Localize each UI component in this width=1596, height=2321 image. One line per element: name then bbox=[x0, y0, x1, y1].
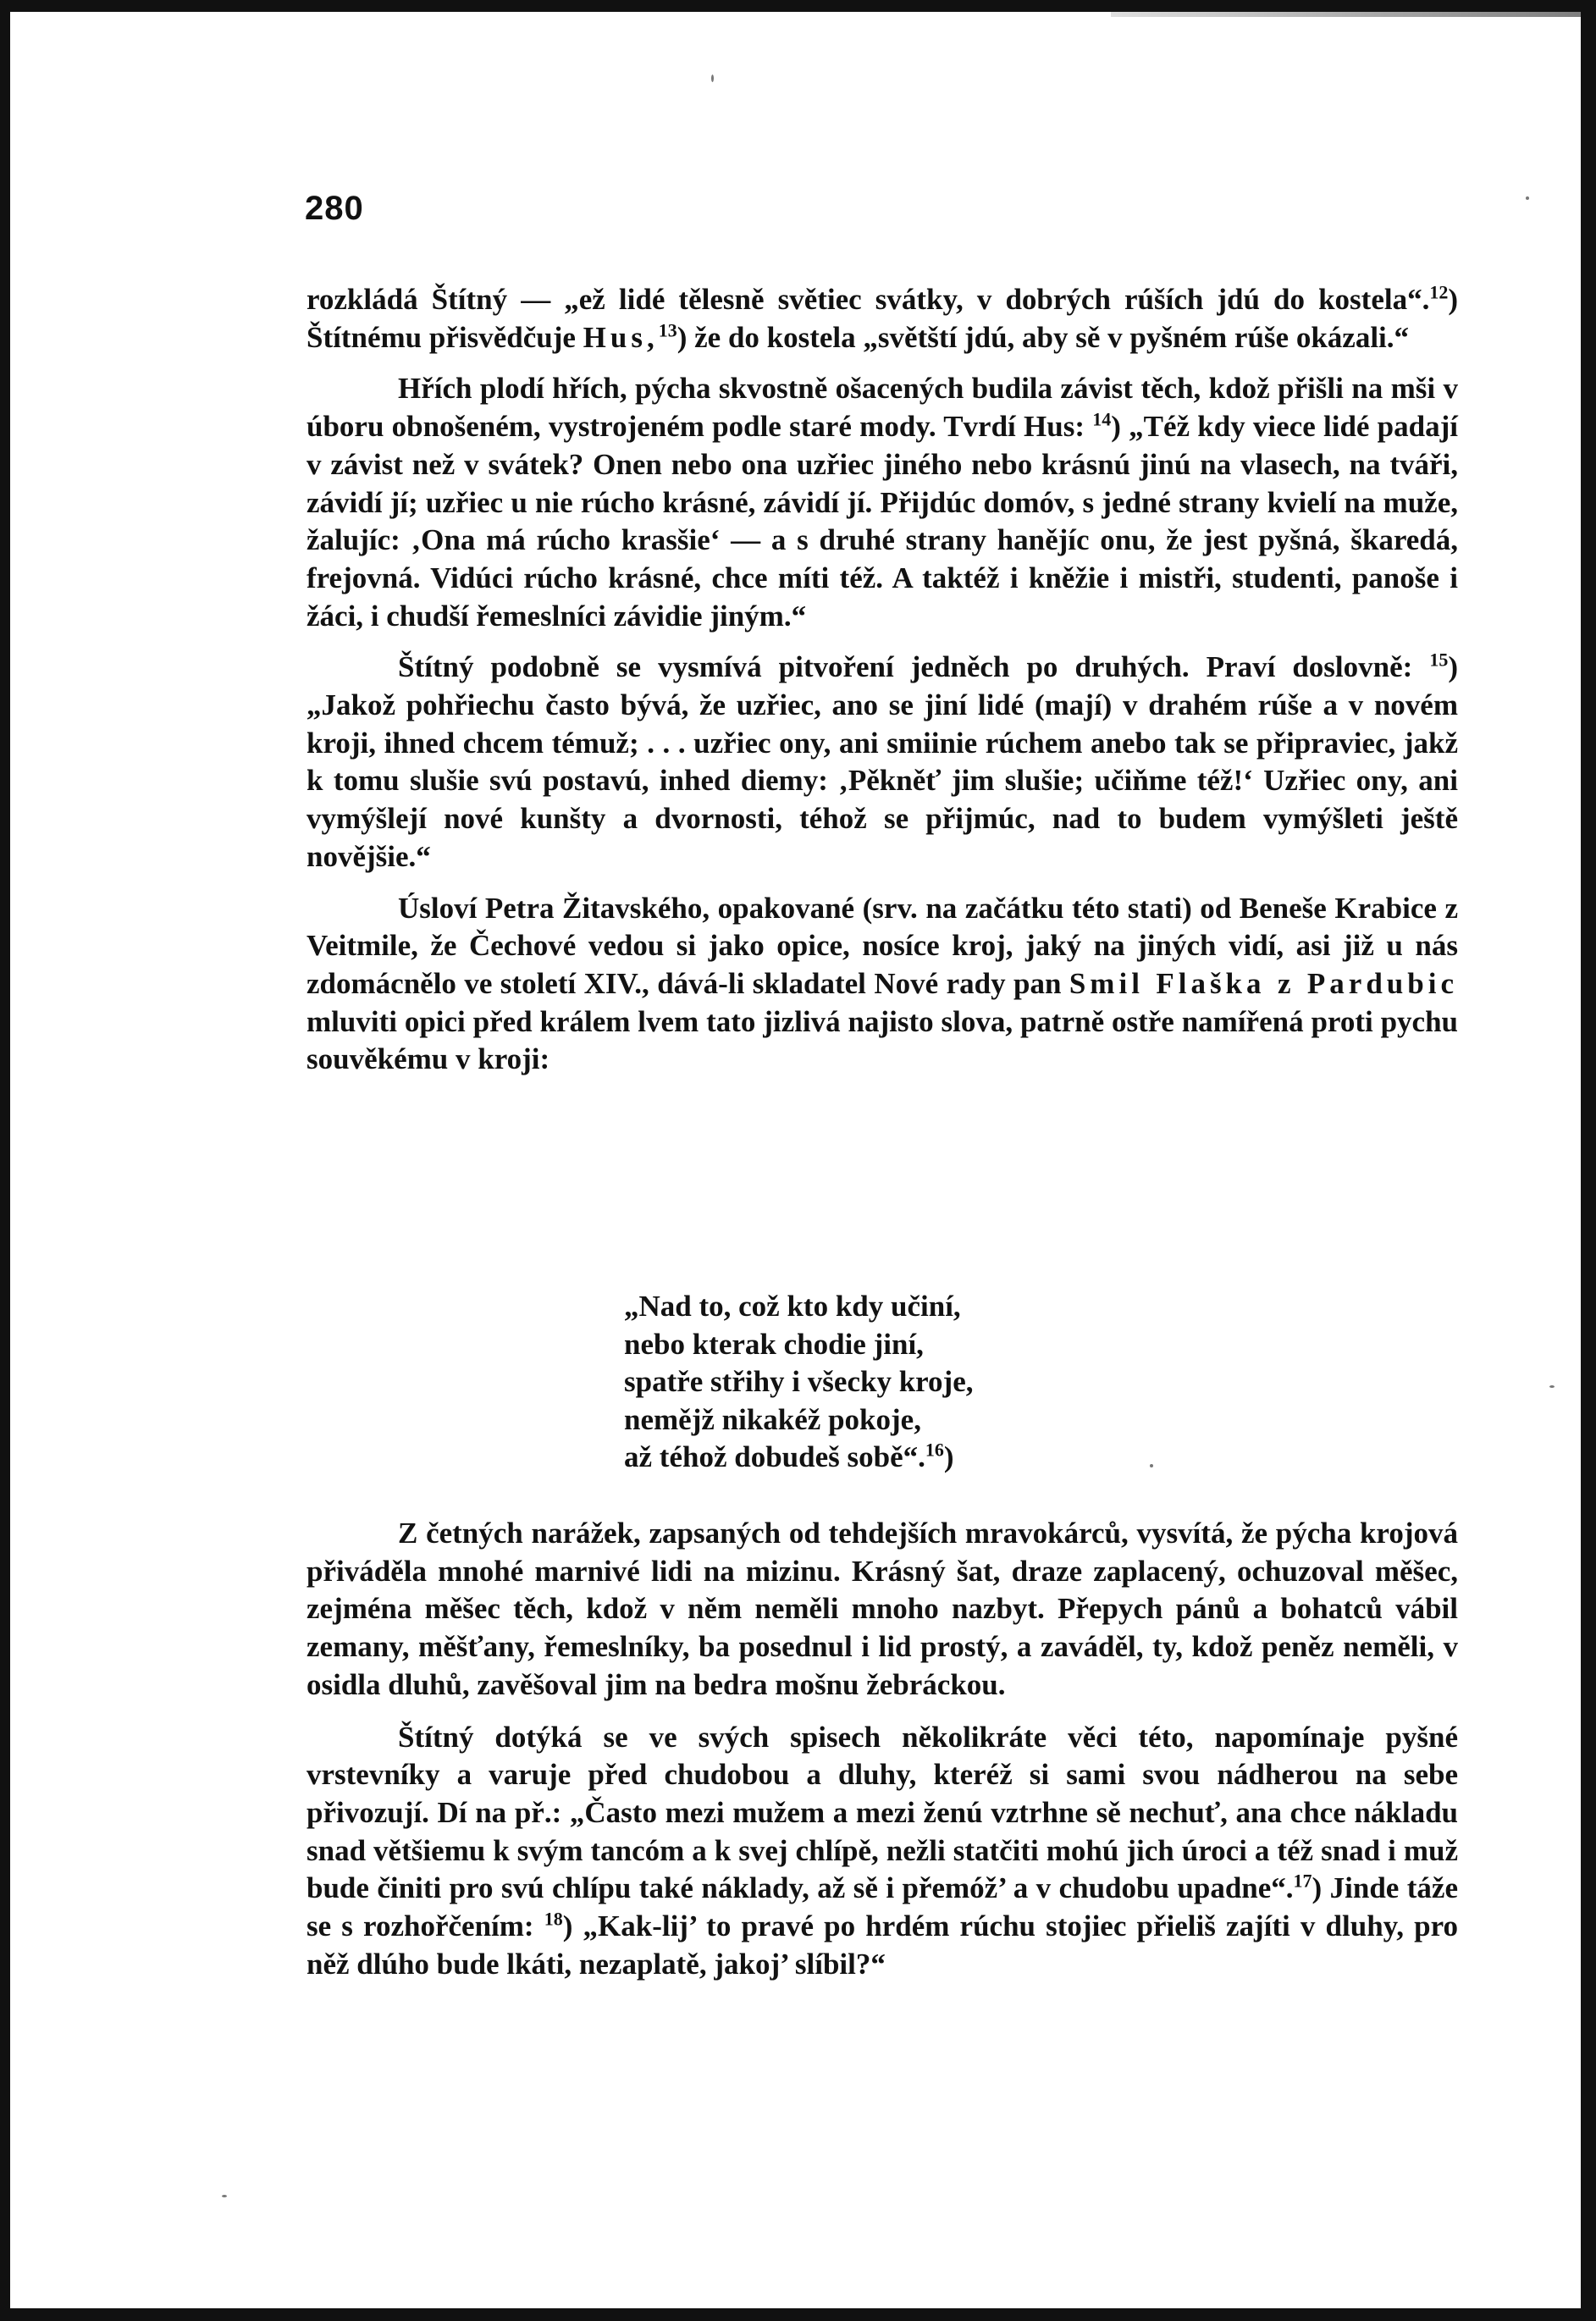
paragraph-3-text-2: ) „Jakož pohřiechu často bývá, že uzřiec, ano se jiní lidé (mají) v drahém rúše a v novém kroji, ihned chcem témuž; . . . uzřiec ony, ani smiinie rúchem anebo tak se připraviec, jakž k tomu slušie svú postavú, inhed diemy: ‚Pěkněť jim slušie; učiňme též!‘ Uzřiec ony, ani vymýšlejí nové kunšty a dvornosti, téhož se přijmúc, nad to budem vymýšleti ještě novějšie.“ bbox=[306, 650, 1458, 873]
footnote-ref-15: 15 bbox=[1429, 649, 1449, 671]
scan-speck bbox=[1526, 196, 1529, 200]
paragraph-1-text: rozkládá Štítný — „ež lidé tělesně světiec svátky, v dobrých rúších jdú do kostela“. bbox=[306, 283, 1430, 316]
paragraph-6-text-3: ) „Kak-lij’ to pravé po hrdém rúchu stojiec přieliš zajíti v dluhy, pro něž dlúho bude lkáti, nezaplatě, jakoj’ slíbil?“ bbox=[306, 1909, 1458, 1981]
paragraph-3-text: Štítný podobně se vysmívá pitvoření jedněch po druhých. Praví doslovně: bbox=[398, 650, 1430, 684]
paragraph-6-text: Štítný dotýká se ve svých spisech několikráte věci této, napomínaje pyšné vrstevníky a varuje před chudobou a dluhy, kteréž si sami svou nádherou na sebe přivozují. Dí na př.: „Často mezi mužem a mezi ženú vztrhne sě nechuť, ana chce nákladu snad většiemu k svým tancóm a k svej chlípě, nežli statčiti mohú jich úroci a též snad i muž bude činiti pro svú chlípu také náklady, až sě i přemóž’ a v chudobu upadne“. bbox=[306, 1720, 1458, 1905]
footnote-ref-16: 16 bbox=[925, 1439, 944, 1461]
scan-speck bbox=[222, 2195, 227, 2197]
second-text-block bbox=[306, 1515, 1458, 1998]
footnote-ref-17: 17 bbox=[1293, 1870, 1312, 1892]
page-number: 280 bbox=[305, 190, 364, 227]
verse-quotation bbox=[624, 1288, 974, 1477]
verse-line-last bbox=[624, 1439, 974, 1477]
verse-line: nebo kterak chodie jiní, bbox=[624, 1327, 924, 1361]
scan-speck bbox=[1549, 1385, 1555, 1388]
paragraph-1-text-3: ) že do kostela „světští jdú, aby sě v pyšném rúše okázali.“ bbox=[677, 320, 1410, 354]
paragraph-6 bbox=[306, 1719, 1458, 1984]
paragraph-4-text-2: mluviti opici před králem lvem tato jizlivá najisto slova, patrně ostře namířená proti pychu souvěkému v kroji: bbox=[306, 1004, 1458, 1076]
verse-line-text: až téhož dobudeš sobě“. bbox=[624, 1440, 925, 1473]
footnote-ref-18: 18 bbox=[544, 1908, 563, 1930]
spaced-name-hus: Hus, bbox=[583, 320, 659, 354]
footnote-ref-13: 13 bbox=[658, 319, 677, 341]
paragraph-3 bbox=[306, 649, 1458, 876]
footnote-ref-14: 14 bbox=[1092, 408, 1112, 430]
footnote-ref-close: ) bbox=[943, 1440, 954, 1473]
paragraph-5 bbox=[306, 1515, 1458, 1705]
scan-speck bbox=[711, 75, 714, 82]
paragraph-4 bbox=[306, 890, 1458, 1080]
footnote-ref-12: 12 bbox=[1429, 281, 1449, 303]
paragraph-2 bbox=[306, 370, 1458, 635]
paragraph-6-text-2: ) Jinde táže se s rozhořčením: bbox=[306, 1871, 1458, 1943]
verse-line: „Nad to, což kto kdy učiní, bbox=[624, 1290, 961, 1323]
paragraph-2-text: Hřích plodí hřích, pýcha skvostně ošacených budila závist těch, kdož přišli na mši v úboru obnošeném, vystrojeném podle staré mody. Tvrdí Hus: bbox=[306, 372, 1458, 444]
verse-line: nemějž nikakéž pokoje, bbox=[624, 1402, 921, 1436]
paragraph-1-text-2: ) Štítnému přisvědčuje bbox=[306, 283, 1458, 354]
book-page bbox=[10, 12, 1581, 2308]
paragraph-4-text: Úsloví Petra Žitavského, opakované (srv. na začátku této stati) od Beneše Krabice z Veitmile, že Čechové vedou si jako opice, nosíce kroj, jaký na jiných vidí, asi již u nás zdomácnělo ve století XIV., dává-li skladatel Nové rady pan bbox=[306, 891, 1458, 1000]
main-text-block bbox=[306, 281, 1458, 1092]
paragraph-1 bbox=[306, 281, 1458, 356]
spaced-name-smil-flaska: Smil Flaška z Pardubic bbox=[1069, 966, 1458, 1000]
paragraph-5-text: Z četných narážek, zapsaných od tehdejších mravokárců, vysvítá, že pýcha krojová přiváděla mnohé marnivé lidi na mizinu. Krásný šat, draze zaplacený, ochuzoval měšec, zejména měšec těch, kdož v něm neměli mnoho nazbyt. Přepych pánů a bohatců vábil zemany, měšťany, řemeslníky, ba posednul i lid prostý, a zaváděl, ty, kdož peněz neměli, v osidla dluhů, zavěšoval jim na bedra mošnu žebráckou. bbox=[306, 1517, 1458, 1701]
paragraph-2-text-2: ) „Též kdy viece lidé padají v závist než v svátek? Onen nebo ona uzřiec jiného nebo krásnú jinú na vlasech, na tváři, závidí jí; uzřiec u nie rúcho krásné, závidí jí. Přijdúc domóv, s jedné strany kvielí na muže, žalujíc: ‚Ona má rúcho krasšie‘ — a s druhé strany hanějíc onu, že jest pyšná, škaredá, frejovná. Vidúci rúcho krásné, chce míti též. A taktéž i kněžie i mistři, studenti, panoše i žáci, i chudší řemeslníci závidie jiným.“ bbox=[306, 410, 1458, 633]
scan-speck bbox=[1150, 1464, 1153, 1467]
scan-edge-mark bbox=[1111, 12, 1581, 17]
verse-line: spatře střihy i všecky kroje, bbox=[624, 1365, 974, 1398]
